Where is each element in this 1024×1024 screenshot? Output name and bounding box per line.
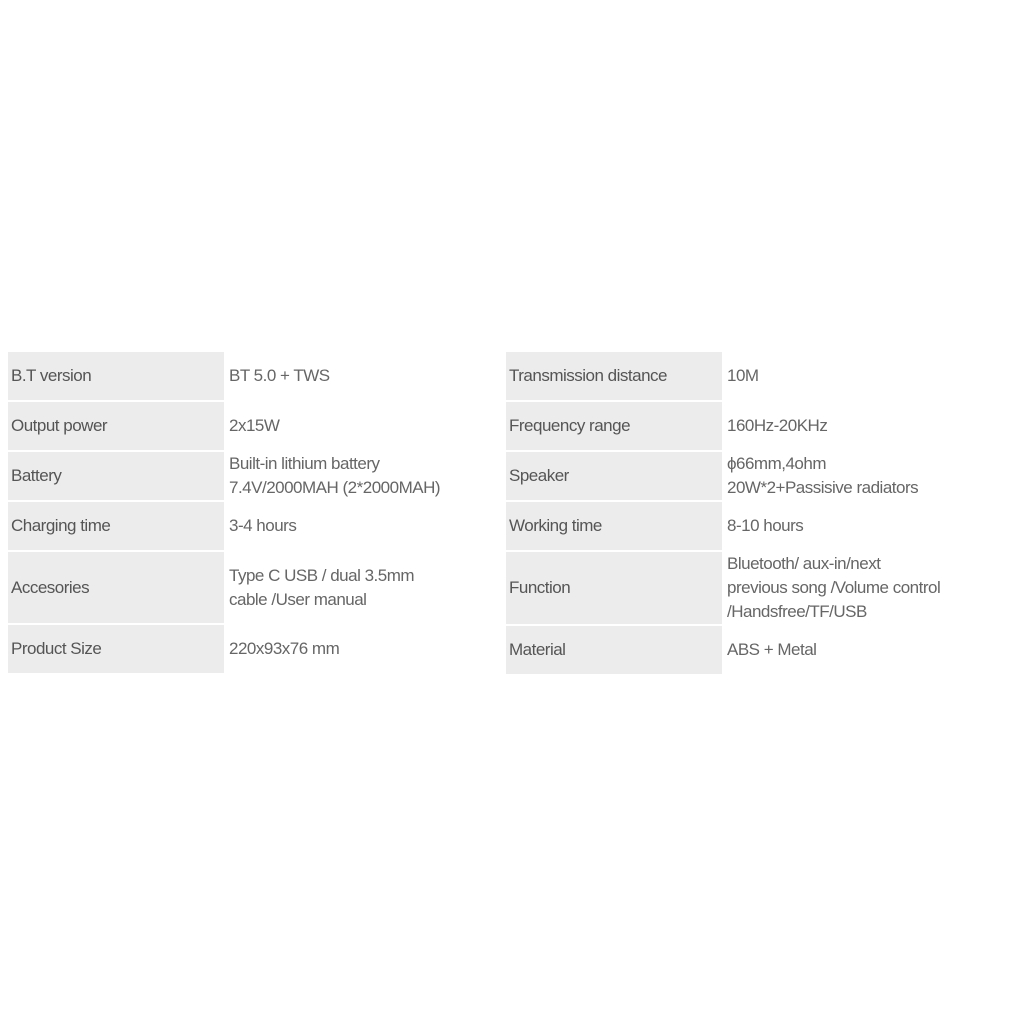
spec-label: Output power [8, 402, 226, 452]
spec-row-material [506, 626, 996, 676]
spec-label: Accesories [8, 552, 226, 625]
spec-row-working-time [506, 502, 996, 552]
spec-value-line: /Handsfree/TF/USB [727, 602, 867, 621]
spec-row-transmission-distance [506, 352, 996, 402]
spec-value-line: 160Hz-20KHz [727, 416, 828, 435]
spec-value-line: previous song /Volume control [727, 578, 941, 597]
spec-value-line: ABS + Metal [727, 640, 817, 659]
spec-value-line: 10M [727, 366, 759, 385]
spec-value [724, 552, 996, 626]
spec-row-frequency-range [506, 402, 996, 452]
spec-row-accessories [8, 552, 498, 625]
spec-value [226, 625, 498, 675]
spec-value [724, 626, 996, 676]
spec-value-line: BT 5.0 + TWS [229, 366, 330, 385]
spec-label: Material [506, 626, 724, 676]
spec-value [226, 452, 498, 502]
spec-value-line: Type C USB / dual 3.5mm [229, 565, 415, 585]
spec-row-output-power [8, 402, 498, 452]
spec-row-battery [8, 452, 498, 502]
spec-row-bt-version [8, 352, 498, 402]
spec-value [724, 352, 996, 402]
spec-label: Charging time [8, 502, 226, 552]
spec-value [226, 502, 498, 552]
spec-value [724, 452, 996, 502]
spec-value-line: ϕ66mm,4ohm [727, 454, 827, 473]
spec-value-line: Built-in lithium battery [229, 454, 380, 473]
spec-row-function [506, 552, 996, 626]
spec-value-line: 2x15W [229, 416, 280, 435]
spec-value-line: 220x93x76 mm [229, 639, 340, 658]
spec-value-line: 8-10 hours [727, 516, 804, 535]
spec-row-product-size [8, 625, 498, 675]
spec-label: Battery [8, 452, 226, 502]
spec-value-line: cable /User manual [229, 589, 367, 609]
spec-label: B.T version [8, 352, 226, 402]
spec-value [724, 502, 996, 552]
spec-value [226, 552, 498, 625]
spec-value [226, 402, 498, 452]
spec-label: Speaker [506, 452, 724, 502]
spec-label: Transmission distance [506, 352, 724, 402]
spec-value [226, 352, 498, 402]
spec-value-line: Bluetooth/ aux-in/next [727, 554, 881, 573]
spec-label: Working time [506, 502, 724, 552]
spec-value-line: 7.4V/2000MAH (2*2000MAH) [229, 478, 441, 497]
spec-value [724, 402, 996, 452]
spec-row-speaker [506, 452, 996, 502]
spec-row-charging-time [8, 502, 498, 552]
spec-table-right [506, 352, 996, 676]
spec-value-line: 20W*2+Passisive radiators [727, 478, 919, 497]
spec-label: Frequency range [506, 402, 724, 452]
spec-label: Product Size [8, 625, 226, 675]
spec-table-left [8, 352, 498, 675]
spec-value-line: 3-4 hours [229, 516, 297, 535]
spec-label: Function [506, 552, 724, 626]
